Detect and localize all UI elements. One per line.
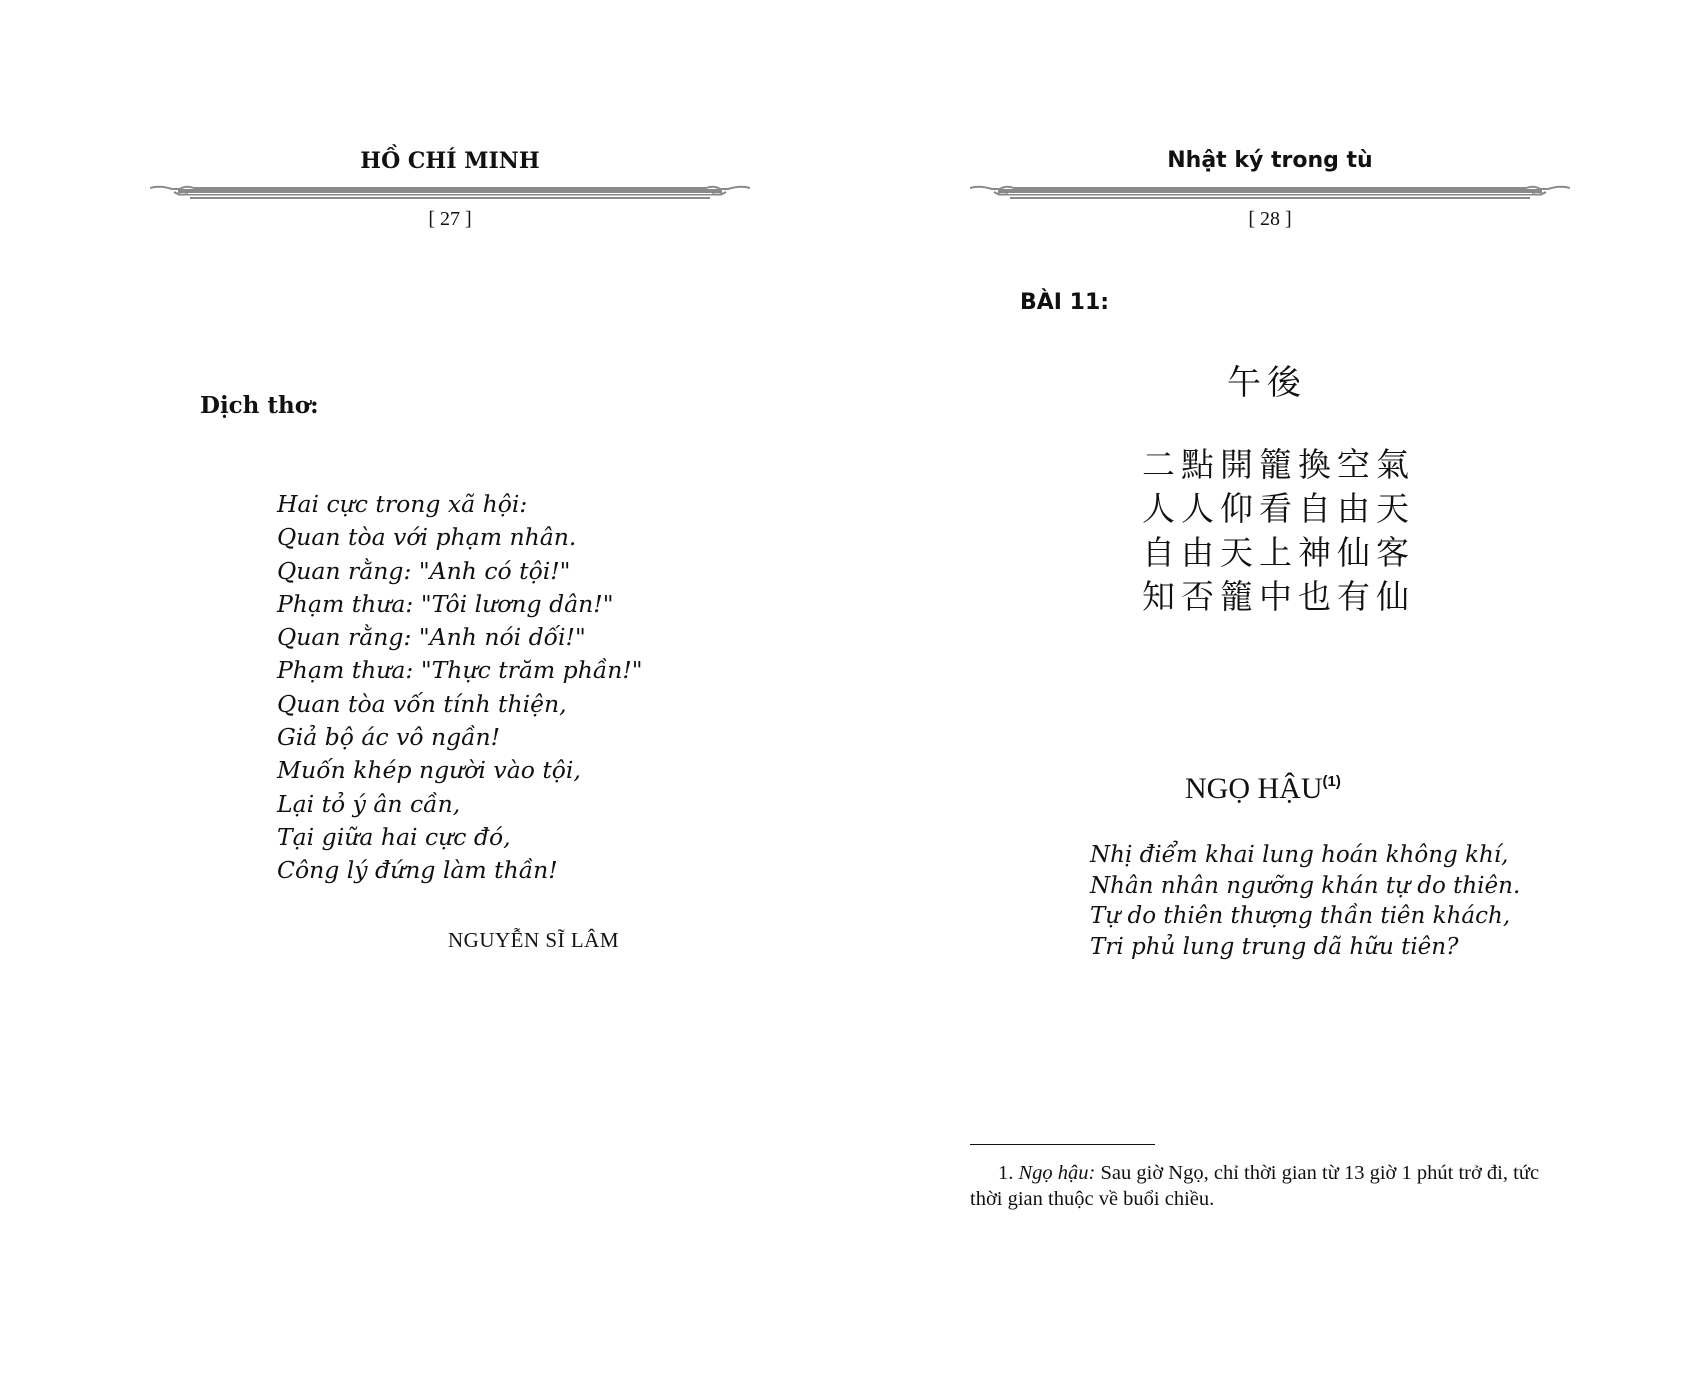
- poem-title: [1185, 772, 1341, 806]
- footnote-term: Ngọ hậu:: [1018, 1162, 1096, 1184]
- transliteration-line: Nhị điểm khai lung hoán không khí,: [1090, 842, 1509, 868]
- running-head-title: Nhật ký trong tù: [1167, 148, 1373, 173]
- ornamental-rule: [150, 182, 750, 202]
- poem-number: BÀI 11:: [1020, 290, 1110, 315]
- right-page: [850, 0, 1700, 1390]
- poem-line: Quan tòa với phạm nhân.: [277, 523, 577, 552]
- han-line: 人人仰看自由天: [1142, 489, 1415, 528]
- footnote-divider: [970, 1144, 1155, 1145]
- poem-line: Phạm thưa: "Tôi lương dân!": [277, 589, 614, 618]
- poem-line: Hai cực trong xã hội:: [277, 490, 528, 518]
- transliteration-line: Nhân nhân ngưỡng khán tự do thiên.: [1090, 872, 1521, 899]
- han-line: 自由天上神仙客: [1142, 533, 1415, 572]
- transliteration-poem: [1090, 840, 1520, 962]
- transliteration-line: Tự do thiên thượng thần tiên khách,: [1090, 903, 1511, 929]
- running-head-author: HỒ CHÍ MINH: [360, 148, 540, 174]
- section-label: Dịch thơ:: [200, 392, 319, 419]
- poem-line: Muốn khép người vào tội,: [277, 756, 581, 785]
- page-number: [ 28 ]: [1248, 208, 1292, 230]
- poem-line: Giả bộ ác vô ngần!: [277, 723, 501, 752]
- footnote-marker: 1.: [998, 1162, 1014, 1184]
- poem-line: Công lý đứng làm thần!: [277, 856, 558, 885]
- translator-credit: NGUYỄN SĨ LÂM: [448, 928, 619, 952]
- poem-line: Quan tòa vốn tính thiện,: [277, 689, 567, 718]
- han-title: [1142, 355, 1392, 404]
- transliteration-line: Tri phủ lung trung dã hữu tiên?: [1090, 933, 1459, 960]
- footnote: [970, 1160, 1570, 1212]
- han-title-text: 午後: [1227, 363, 1307, 403]
- poem-line: Quan rằng: "Anh có tội!": [277, 556, 571, 585]
- poem-line: Quan rằng: "Anh nói dối!": [277, 623, 586, 652]
- poem-line: Phạm thưa: "Thực trăm phần!": [277, 656, 643, 685]
- translated-poem: [277, 488, 643, 888]
- footnote-text: Sau giờ Ngọ, chỉ thời gian từ 13 giờ 1 phút trở đi, tức thời gian thuộc về buổi chiều.: [970, 1162, 1540, 1210]
- poem-title-text: NGỌ HẬU: [1185, 772, 1323, 805]
- poem-line: Lại tỏ ý ân cần,: [277, 789, 461, 818]
- ornamental-rule: [970, 182, 1570, 202]
- han-poem: [1142, 443, 1415, 619]
- page-number: [ 27 ]: [428, 208, 472, 230]
- footnote-ref[interactable]: (1): [1322, 773, 1341, 790]
- han-line: 知否籠中也有仙: [1142, 577, 1415, 616]
- poem-line: Tại giữa hai cực đó,: [277, 822, 511, 851]
- han-line: 二點開籠換空氣: [1142, 445, 1415, 484]
